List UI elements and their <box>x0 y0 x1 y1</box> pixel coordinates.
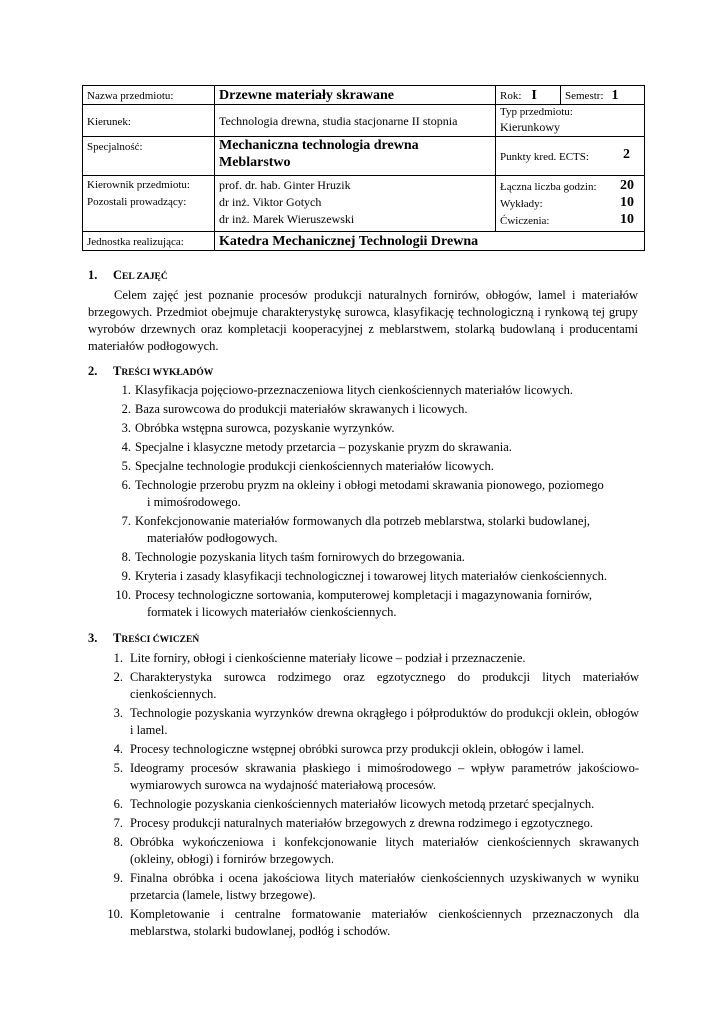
semester-value: 1 <box>611 88 619 103</box>
item-text: Charakterystyka surowca rodzimego oraz egzotycznego do produkcji litych materiałów cienkościennych. <box>130 670 639 701</box>
specialty-value-cell <box>215 137 496 176</box>
item-number: 3. <box>121 421 131 435</box>
item-text: Lite forniry, obłogi i cienkościenne materiały licowe – podział i przeznaczenie. <box>130 651 526 665</box>
hours-total-value: 20 <box>620 178 634 193</box>
item-text <box>133 587 645 621</box>
specialty-label-cell <box>83 137 215 176</box>
item-text: Obróbka wstępna surowca, pozyskanie wyrzynków. <box>135 421 395 435</box>
list-item <box>106 760 639 794</box>
section-2-heading <box>88 364 213 379</box>
list-item <box>106 834 639 868</box>
list-item <box>106 650 639 667</box>
item-text: Obróbka wykończeniowa i konfekcjonowanie litych materiałów cienkościennych skrawanych (okleiny, obłogi) i fornirów brzegowych. <box>130 835 639 866</box>
item-text: Finalna obróbka i ocena jakościowa litych materiałów cienkościennych uzyskiwanych w wyniku przetarcia (lamele, listwy brzegowe). <box>130 871 639 902</box>
field-label-cell <box>83 105 215 137</box>
unit-value: Katedra Mechanicznej Technologii Drewna <box>219 234 479 249</box>
item-text: Technologie pozyskania cienkościennych materiałów licowych metodą przetarć specjalnych. <box>130 797 595 811</box>
section-3-title-initial: T <box>113 631 122 645</box>
lectures-row <box>500 194 640 211</box>
lectures-value: 10 <box>620 195 634 210</box>
lecturers-cell <box>215 176 496 232</box>
section-1-number: 1. <box>88 268 98 282</box>
item-text: Kryteria i zasady klasyfikacji technologicznej i towarowej litych materiałów cienkościennych. <box>135 569 608 583</box>
ects-label: Punkty kred. ECTS: <box>500 151 589 163</box>
item-number: 1. <box>113 651 123 665</box>
list-item <box>115 401 645 418</box>
section-2-title <box>113 364 213 378</box>
item-number: 5. <box>121 459 131 473</box>
item-text-line-1: Technologie przerobu pryzm na okleiny i obłogi metodami skrawania pionowego, poziomego <box>135 478 604 492</box>
list-item <box>106 815 639 832</box>
lecturer-1: prof. dr. hab. Ginter Hruzik <box>219 178 351 192</box>
list-item <box>106 796 639 813</box>
item-number: 1. <box>121 383 131 397</box>
item-number: 4. <box>121 440 131 454</box>
semester-label: Semestr: <box>565 90 604 102</box>
field-value: Technologia drewna, studia stacjonarne II stopnia <box>219 113 458 128</box>
specialty-label: Specjalność: <box>87 141 143 153</box>
item-number: 2. <box>121 402 131 416</box>
item-text: Specjalne i klasyczne metody przetarcia – pozyskanie pryzm do skrawania. <box>135 440 512 454</box>
item-number: 10. <box>107 907 123 921</box>
item-number: 3. <box>113 706 123 720</box>
hours-total-label: Łączna liczba godzin: <box>500 181 597 193</box>
exercises-label: Ćwiczenia: <box>500 215 550 227</box>
list-item <box>115 549 645 566</box>
type-cell <box>496 105 645 137</box>
item-text-line-2: i mimośrodowego. <box>147 495 241 509</box>
exercise-topics-list <box>106 650 639 942</box>
list-item <box>115 568 645 585</box>
specialty-line-1: Mechaniczna technologia drewna <box>219 138 419 153</box>
exercises-value: 10 <box>620 212 634 227</box>
section-2-number: 2. <box>88 364 98 378</box>
item-text: Technologie pozyskania wyrzynków drewna okrągłego i półproduktów do produkcji oklein, obłogów i lamel. <box>130 706 639 737</box>
item-text-line-2: materiałów podłogowych. <box>147 531 278 545</box>
list-item <box>115 382 645 399</box>
lectures-label: Wykłady: <box>500 198 543 210</box>
section-3-title <box>113 631 199 645</box>
section-3-title-rest: REŚCI ĆWICZEŃ <box>121 635 200 645</box>
lecturer-2: dr inż. Viktor Gotych <box>219 195 322 209</box>
list-item <box>106 870 639 904</box>
item-text-line-1: Procesy technologiczne sortowania, komputerowej kompletacji i magazynowania fornirów, <box>135 588 593 602</box>
item-text: Procesy technologiczne wstępnej obróbki surowca przy produkcji oklein, obłogów i lamel. <box>130 742 585 756</box>
item-text: Kompletowanie i centralne formatowanie materiałów cienkościennych przeznaczonych dla meblarstwa, stolarki budowlanej, podłóg i schodów. <box>130 907 639 938</box>
item-number: 9. <box>113 871 123 885</box>
item-text: Technologie pozyskania litych taśm fornirowych do brzegowania. <box>135 550 465 564</box>
section-1-text: Celem zajęć jest poznanie procesów produkcji naturalnych fornirów, obłogów, lamel i materiałów brzegowych. Przedmiot obejmuje charakterystykę surowca, klasyfikację technologiczną i rynkową tej grupy wyrobów drzewnych oraz kompletacji kooperacyjnej z meblarstwem, stolarką budowlaną i producentami materiałów podłogowych. <box>88 288 638 353</box>
section-1-title-initial: C <box>113 268 123 282</box>
section-1-title <box>113 268 168 282</box>
subject-value: Drzewne materiały skrawane <box>219 88 394 103</box>
others-label: Pozostali prowadzący: <box>87 196 187 208</box>
item-number: 5. <box>113 761 123 775</box>
item-number: 7. <box>121 514 131 528</box>
year-cell <box>496 86 561 105</box>
subject-value-cell <box>215 86 496 105</box>
ects-cell <box>496 137 645 176</box>
section-2-title-initial: T <box>113 364 122 378</box>
item-number: 7. <box>113 816 123 830</box>
item-text <box>133 477 645 511</box>
course-info-table <box>82 85 645 251</box>
list-item <box>115 477 645 511</box>
list-item <box>106 741 639 758</box>
list-item <box>106 906 639 940</box>
item-text: Klasyfikacja pojęciowo-przeznaczeniowa litych cienkościennych materiałów licowych. <box>135 383 574 397</box>
list-item <box>115 439 645 456</box>
head-label: Kierownik przedmiotu: <box>87 179 190 191</box>
list-item <box>106 705 639 739</box>
type-value: Kierunkowy <box>500 120 560 134</box>
unit-value-cell <box>215 232 645 251</box>
item-number: 8. <box>113 835 123 849</box>
year-label: Rok: <box>500 90 522 102</box>
semester-cell <box>561 86 645 105</box>
list-item <box>115 420 645 437</box>
list-item <box>115 587 645 621</box>
section-3-number: 3. <box>88 631 98 645</box>
item-text-line-2: formatek i licowych materiałów cienkościennych. <box>147 605 397 619</box>
lecturer-3: dr inż. Marek Wieruszewski <box>219 212 355 226</box>
type-label: Typ przedmiotu: <box>500 106 573 118</box>
item-text: Specjalne technologie produkcji cienkościennych materiałów licowych. <box>135 459 494 473</box>
hours-total-row <box>500 177 640 194</box>
field-value-cell <box>215 105 496 137</box>
item-text <box>133 513 645 547</box>
item-number: 6. <box>113 797 123 811</box>
section-1-title-rest: EL ZAJĘĆ <box>122 272 168 282</box>
ects-value: 2 <box>623 147 630 162</box>
exercises-row <box>500 211 640 228</box>
list-item <box>106 669 639 703</box>
unit-label: Jednostka realizująca: <box>87 236 184 248</box>
item-text-line-1: Konfekcjonowanie materiałów formowanych dla potrzeb meblarstwa, stolarki budowlanej, <box>135 514 591 528</box>
list-item <box>115 513 645 547</box>
item-number: 8. <box>121 550 131 564</box>
item-number: 10. <box>115 588 131 602</box>
subject-label: Nazwa przedmiotu: <box>87 90 174 102</box>
section-3-heading <box>88 631 199 646</box>
item-number: 4. <box>113 742 123 756</box>
section-2-title-rest: REŚCI WYKŁADÓW <box>121 368 214 378</box>
specialty-line-2: Meblarstwo <box>219 155 291 170</box>
hours-cell <box>496 176 645 232</box>
year-value: I <box>531 88 537 103</box>
item-number: 9. <box>121 569 131 583</box>
subject-label-cell <box>83 86 215 105</box>
lecture-topics-list <box>115 382 645 623</box>
item-text: Baza surowcowa do produkcji materiałów skrawanych i licowych. <box>135 402 468 416</box>
section-1-paragraph <box>88 287 638 355</box>
list-item <box>115 458 645 475</box>
item-text: Ideogramy procesów skrawania płaskiego i mimośrodowego – wpływ parametrów jakościowo-wymiarowych surowca na wydajność materiałową procesów. <box>130 761 639 792</box>
field-label: Kierunek: <box>87 115 131 128</box>
item-text: Procesy produkcji naturalnych materiałów brzegowych z drewna rodzimego i egzotycznego. <box>130 816 594 830</box>
unit-label-cell <box>83 232 215 251</box>
item-number: 2. <box>113 670 123 684</box>
section-1-heading <box>88 268 168 283</box>
staff-label-cell <box>83 176 215 232</box>
item-number: 6. <box>121 478 131 492</box>
